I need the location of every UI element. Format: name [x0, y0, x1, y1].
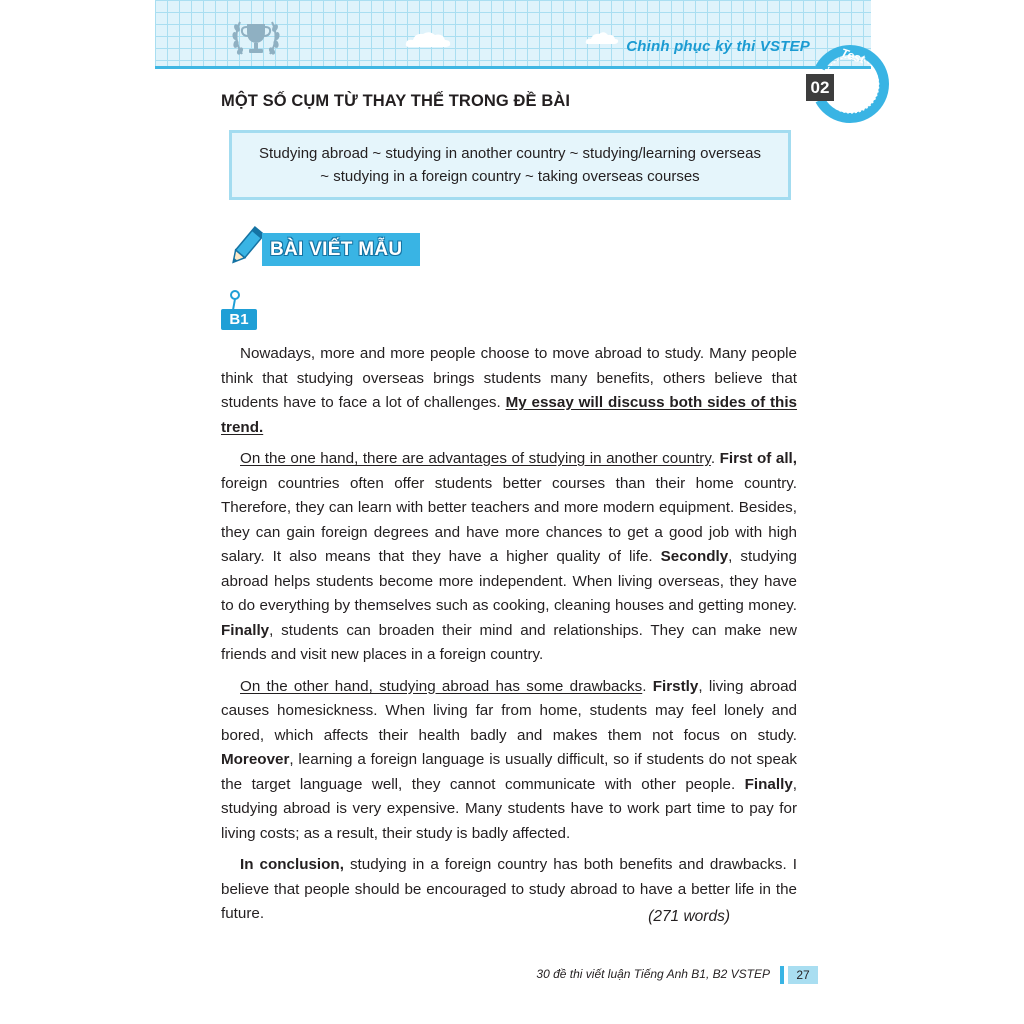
- header-divider: [155, 66, 871, 69]
- essay-text: studying in a foreign country has both benefits and drawbacks. I believe that people should be encouraged to study abroad to have a better life in the future.: [221, 856, 797, 922]
- essay-text: foreign countries often offer students better courses than their home country. Therefore, they can learn with better teachers and more modern equipment. Besides, they can gain foreign degrees and have more chances to get a good job with high salary. It also means that they have a higher quality of life.: [221, 474, 797, 565]
- topic-sentence: On the one hand, there are advantages of studying in another country: [240, 450, 711, 467]
- essay-text: , living abroad causes homesickness. When living far from home, students may feel lonely and bored, which affects their health badly and makes them not focus on study.: [221, 677, 797, 744]
- cloud-icon: [585, 30, 619, 45]
- thesis-statement: My essay will discuss both sides of this trend.: [221, 394, 798, 436]
- essay-body: [221, 342, 797, 934]
- test-number: 02: [806, 74, 834, 101]
- topic-sentence: On the other hand, studying abroad has some drawbacks: [240, 677, 643, 695]
- essay-text: , studying abroad is very expensive. Many students have to work part time to pay for living costs; as a result, their study is badly affected.: [221, 775, 797, 842]
- essay-text: .: [642, 677, 653, 695]
- sample-essay-banner: BÀI VIẾT MẪU: [262, 233, 420, 266]
- linking-word: Moreover: [221, 751, 290, 768]
- essay-text: , studying abroad helps students become more independent. When living overseas, they have to do everything by themselves such as cooking, cleaning houses and getting money.: [221, 548, 797, 614]
- essay-paragraph: [221, 342, 797, 440]
- essay-text: Nowadays, more and more people choose to move abroad to study. Many people think that studying overseas brings students many benefits, others believe that students have to face a lot of challenges.: [221, 345, 797, 411]
- word-count: (271 words): [648, 908, 730, 925]
- linking-word: Finally: [744, 775, 793, 793]
- essay-text: , learning a foreign language is usually difficult, so if students do not speak the target language well, they cannot communicate with other people.: [221, 751, 797, 793]
- test-label: Test: [839, 45, 867, 67]
- footer-book-title: 30 đề thi viết luận Tiếng Anh B1, B2 VSTEP: [536, 967, 770, 981]
- essay-paragraph: [221, 447, 797, 668]
- trophy-laurel-icon: [230, 14, 282, 62]
- phrase-box: [229, 130, 791, 200]
- header-title: Chinh phục kỳ thi VSTEP: [626, 38, 810, 55]
- page-number: 27: [788, 966, 818, 984]
- phrase-line: Studying abroad ~ studying in another country ~ studying/learning overseas: [259, 144, 761, 162]
- linking-word: Finally: [221, 621, 270, 639]
- linking-word: Secondly: [660, 548, 729, 565]
- phrase-line: ~ studying in a foreign country ~ taking overseas courses: [320, 168, 700, 185]
- linking-word: Firstly: [652, 677, 699, 695]
- level-tag: B1: [221, 309, 257, 330]
- pin-icon: [226, 290, 242, 310]
- footer-divider: [780, 966, 784, 984]
- linking-word: First of all,: [719, 450, 797, 467]
- section-heading: MỘT SỐ CỤM TỪ THAY THẾ TRONG ĐỀ BÀI: [221, 92, 571, 110]
- essay-paragraph: [221, 675, 797, 847]
- cloud-icon: [405, 30, 451, 48]
- essay-text: .: [710, 450, 720, 467]
- essay-text: , students can broaden their mind and relationships. They can make new friends and visit new places in a foreign country.: [221, 621, 797, 663]
- linking-word: In conclusion,: [240, 856, 344, 873]
